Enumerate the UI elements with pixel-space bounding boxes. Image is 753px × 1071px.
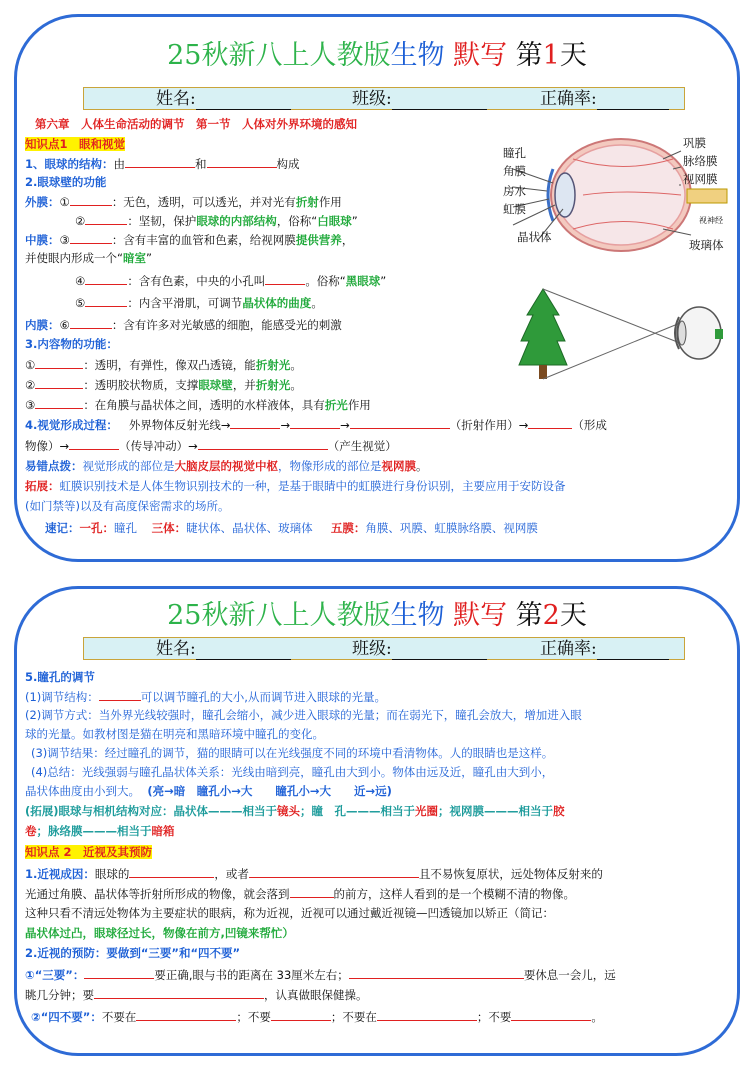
name-label: 姓名:	[156, 638, 291, 660]
chapter-heading: 第六章 人体生命活动的调节 第一节 人体对外界环境的感知	[35, 117, 357, 131]
eyewall-heading: 2.眼球壁的功能	[25, 175, 107, 189]
mnemonic-line: 速记：一孔：瞳孔 三体：睫状体、晶状体、玻璃体 五膜：角膜、巩膜、虹膜脉络膜、视网膜	[45, 521, 538, 535]
knowledge-point-2: 知识点 2 近视及其预防	[25, 845, 153, 859]
three-musts-2: 眺几分钟；要 ，认真做眼保健操。	[25, 988, 368, 1002]
label-vitreous: 玻璃体	[689, 238, 724, 252]
label-iris: 虹膜	[503, 202, 526, 216]
inner-layer-6: 内膜：⑥ ：含有许多对光敏感的细胞，能感受光的刺激	[25, 318, 342, 332]
pupil-summary-1: (4)总结：光线强弱与瞳孔晶状体关系：光线由暗到亮，瞳孔由大到小。物体由远及近，瞳孔由大到小，	[31, 765, 554, 779]
myopia-cause-4: 晶状体过凸，眼球径过长，物像在前方,凹镜来帮忙）	[25, 926, 294, 940]
pupil-summary-2: 晶状体曲度由小到大。 (亮→暗 瞳孔小→大 瞳孔小→大 近→远)	[25, 784, 392, 798]
pupil-heading: 5.瞳孔的调节	[25, 670, 95, 684]
middle-layer-3-cont: 并使眼内形成一个“暗室”	[25, 251, 152, 265]
day1-title: 25秋新八上人教版生物 默写 第1天	[167, 40, 587, 71]
name-label: 姓名:	[156, 88, 291, 110]
knowledge-point-1: 知识点1 眼和视觉	[25, 137, 126, 151]
rate-label: 正确率:	[540, 638, 669, 660]
four-donts: ②“四不要”：不要在 ；不要 ；不要在 ；不要 。	[31, 1010, 603, 1024]
day2-title: 25秋新八上人教版生物 默写 第2天	[167, 600, 587, 631]
label-aqueous: 房水	[503, 184, 526, 198]
contents-2: ② ：透明胶状物质，支撑眼球壁，并折射光。	[25, 378, 302, 392]
myopia-cause-1: 1.近视成因：眼球的 ，或者 且不易恢复原状，远处物体反射来的	[25, 867, 603, 881]
day2-name-bar	[83, 637, 685, 660]
extension-line2: (如门禁等)以及有高度保密需求的场所。	[25, 499, 230, 513]
day2-card	[14, 586, 740, 1056]
pupil-method-1: (2)调节方式：当外界光线较强时，瞳孔会缩小，减少进入眼球的光量；而在弱光下，瞳孔会放大，增加进入眼	[25, 708, 582, 722]
tree-eye-image-icon	[517, 285, 727, 385]
camera-analogy-1: (拓展)眼球与相机结构对应：晶状体———相当于镜头；瞳 孔———相当于光圈；视网膜———相当于胶	[25, 804, 565, 818]
eye-structure-line: 1、眼球的结构：由 和 构成	[25, 157, 300, 171]
contents-3: ③ ：在角膜与晶状体之间，透明的水样液体，具有折光作用	[25, 398, 371, 412]
label-cornea: 角膜	[503, 164, 526, 178]
error-tip: 易错点拨：视觉形成的部位是大脑皮层的视觉中枢，物像形成的部位是视网膜。	[25, 459, 428, 473]
label-pupil: 瞳孔	[503, 146, 526, 160]
myopia-cause-3: 这种只看不清远处物体为主要症状的眼病，称为近视，近视可以通过戴近视镜—凹透镜加以矫正（简记：	[25, 906, 554, 920]
label-retina: 视网膜	[683, 172, 718, 186]
rate-label: 正确率:	[540, 88, 669, 110]
myopia-prevention-heading: 2.近视的预防：要做到“三要”和“四不要”	[25, 946, 241, 960]
extension-line1: 拓展：虹膜识别技术是人体生物识别技术的一种，是基于眼睛中的虹膜进行身份识别，主要应用于安防设备	[25, 479, 566, 493]
day1-name-bar	[83, 87, 685, 110]
label-optic-nerve: 视神经	[699, 216, 723, 225]
middle-layer-5: ⑤ ：内含平滑肌，可调节晶状体的曲度。	[75, 296, 323, 310]
label-choroid: 脉络膜	[683, 154, 718, 168]
pupil-method-2: 球的光量。如教材图是猫在明亮和黑暗环境中瞳孔的变化。	[25, 727, 324, 741]
class-label: 班级:	[352, 638, 487, 660]
day1-card	[14, 14, 740, 562]
middle-layer-4: ④ ：含有色素，中央的小孔叫 。俗称“黑眼球”	[75, 274, 387, 288]
vision-process-line1: 4.视觉形成过程： 外界物体反射光线→ → → （折射作用）→ （形成	[25, 418, 607, 432]
camera-analogy-2: 卷；脉络膜———相当于暗箱	[25, 824, 175, 838]
myopia-cause-2: 光通过角膜、晶状体等折射所形成的物像，就会落到 的前方，这样人看到的是一个模糊不清的物像。	[25, 887, 575, 901]
outer-layer-2: ② ：坚韧，保护眼球的内部结构，俗称“白眼球”	[75, 214, 358, 228]
contents-1: ① ：透明，有弹性，像双凸透镜，能折射光。	[25, 358, 302, 372]
contents-heading: 3.内容物的功能：	[25, 337, 118, 351]
pupil-structure: (1)调节结构： 可以调节瞳孔的大小,从而调节进入眼球的光量。	[25, 690, 386, 704]
label-sclera: 巩膜	[683, 136, 706, 150]
three-musts-1: ①“三要”： 要正确,眼与书的距离在 33厘米左右； 要休息一会儿，远	[25, 968, 616, 982]
vision-process-line2: 物像）→ （传导冲动）→ （产生视觉）	[25, 439, 397, 453]
pupil-result: (3)调节结果：经过瞳孔的调节，猫的眼睛可以在光线强度不同的环境中看清物体。人的眼睛也是这样。	[31, 746, 554, 760]
middle-layer-3: 中膜：③ ：含有丰富的血管和色素，给视网膜提供营养，	[25, 233, 354, 247]
class-label: 班级:	[352, 88, 487, 110]
label-lens: 晶状体	[517, 230, 552, 244]
eyeball-diagram	[503, 129, 733, 261]
outer-layer-1: 外膜：① ：无色，透明，可以透光，并对光有折射作用	[25, 195, 342, 209]
